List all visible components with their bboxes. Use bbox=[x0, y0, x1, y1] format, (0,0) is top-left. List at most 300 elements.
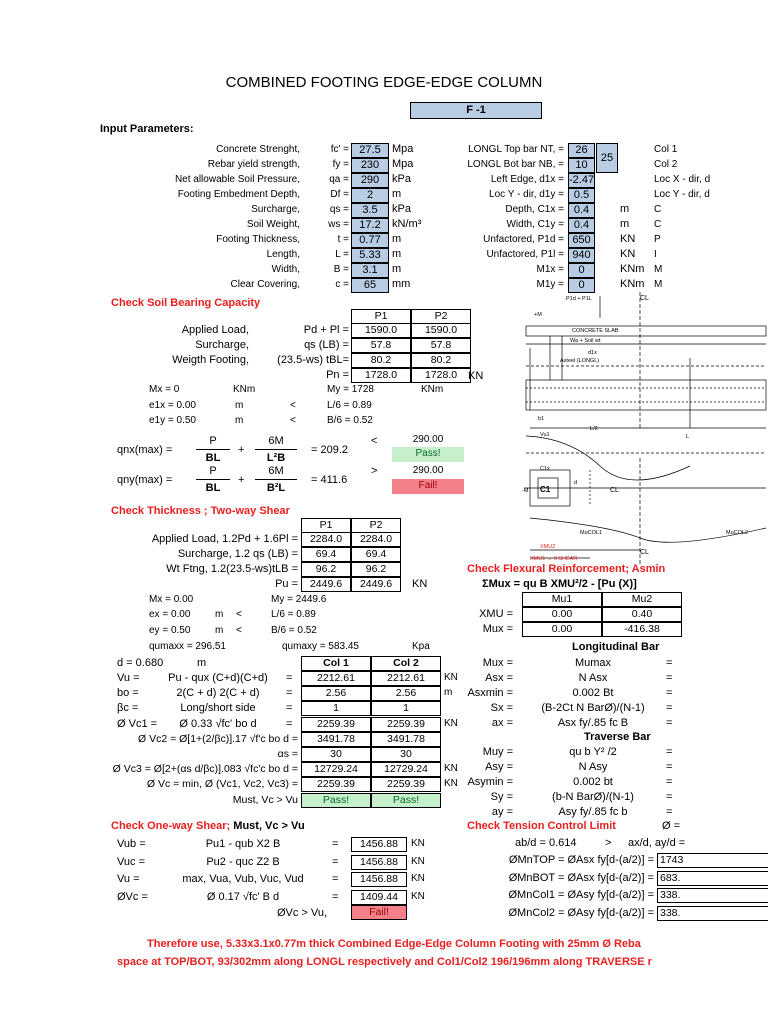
row-label: ØMnCol1 = ØAsy fy[d-(a/2)] = bbox=[508, 889, 654, 901]
row-eq: = bbox=[332, 855, 339, 868]
table-header: P1 bbox=[301, 518, 351, 533]
input-label: Clear Covering, bbox=[230, 279, 300, 290]
input-value[interactable]: 0.4 bbox=[568, 218, 595, 233]
qnx-cmp: < bbox=[371, 435, 378, 447]
qny-d2: B²L bbox=[266, 482, 286, 494]
soil-unit: KN bbox=[468, 370, 484, 382]
row-formula: qu b Y² /2 bbox=[569, 746, 617, 758]
row-expr: Ø 0.33 √fc' bo d bbox=[179, 717, 257, 730]
cell-p2: 69.4 bbox=[351, 547, 401, 562]
row-unit: KN bbox=[411, 873, 425, 884]
cell-p2: 57.8 bbox=[411, 338, 471, 353]
row-expr: 2(C + d) 2(C + d) bbox=[176, 687, 260, 700]
input-label: LONGL Top bar NT, = bbox=[468, 144, 564, 155]
input-unit: KNm bbox=[620, 278, 645, 290]
diagram-label-load: P1d + P1L bbox=[566, 296, 592, 302]
cell-mu2: 0.40 bbox=[602, 607, 682, 622]
row-eq: = bbox=[666, 791, 673, 803]
row-label: ØMnTOP = ØAsx fy[d-(a/2)] = bbox=[508, 854, 654, 866]
row-symbol: Vu = bbox=[117, 672, 140, 684]
my-line-2: My = 2449.6 bbox=[271, 594, 327, 605]
row-formula: (B-2Ct N BarØ)/(N-1) bbox=[541, 702, 645, 714]
cell-p1: 2449.6 bbox=[301, 577, 351, 592]
diagram-label-l2: L/2 bbox=[590, 426, 598, 432]
ey-cmp: < bbox=[236, 625, 242, 636]
row-expr: Pu2 - quc Z2 B bbox=[206, 855, 280, 868]
input-label: Footing Embedment Depth, bbox=[177, 189, 300, 200]
row-formula: N Asy bbox=[578, 761, 608, 773]
input-value[interactable]: 3.5 bbox=[351, 203, 389, 218]
input-symbol: fy = bbox=[332, 159, 349, 170]
input-value[interactable]: 0.5 bbox=[568, 188, 595, 203]
diagram-label-c1: C1 bbox=[540, 485, 551, 494]
mux-line: ΣMux = qu B XMU²/2 - [Pu (X)] bbox=[482, 578, 637, 590]
cell-mu2: -416.38 bbox=[602, 622, 682, 637]
row-label: Weigth Footing, bbox=[172, 354, 249, 366]
diagram-label-mucol1: MuCOL1 bbox=[580, 530, 603, 536]
diagram-label-soil: Wa + Soil wt bbox=[570, 338, 601, 344]
diagram-label-cl-top: CL bbox=[640, 295, 649, 302]
cell-col2: 2212.61 bbox=[371, 671, 441, 686]
input-label: Unfactored, P1l = bbox=[486, 249, 564, 260]
row-expr: max, Vua, Vub, Vuc, Vud bbox=[182, 873, 304, 885]
input-side-label: I bbox=[654, 249, 657, 260]
input-unit: m bbox=[392, 188, 402, 200]
row-symbol: βc = bbox=[117, 702, 139, 715]
bar-diameter[interactable]: 25 bbox=[596, 143, 618, 173]
qumaxy: qumaxy = 583.45 bbox=[282, 641, 359, 652]
row-eq: = bbox=[666, 746, 673, 758]
conclusion-line-1: Therefore use, 5.33x3.1x0.77m thick Combined Edge-Edge Column Footing with 25mm Ø Reba bbox=[147, 938, 641, 950]
e1y-line: e1y = 0.50 bbox=[149, 415, 196, 426]
input-side-label: M bbox=[654, 264, 663, 275]
qnx-plus: + bbox=[238, 444, 245, 456]
ex-cmp: < bbox=[236, 609, 242, 620]
row-label: Asy = bbox=[485, 761, 513, 773]
row-eq: = bbox=[286, 672, 293, 684]
input-label: Rebar yield strength, bbox=[207, 159, 300, 170]
diagram-label-mucol2: MuCOL2 bbox=[726, 530, 749, 536]
row-label: Applied Load, 1.2Pd + 1.6Pl = bbox=[151, 533, 298, 545]
input-unit: kN/m³ bbox=[392, 218, 422, 230]
row-value: 1456.88 bbox=[351, 855, 407, 870]
row-symbol: Pn = bbox=[326, 369, 349, 381]
diagram-label-d1x: d1x bbox=[588, 350, 597, 356]
input-label: Length, bbox=[266, 249, 300, 260]
e1y-cmp: < bbox=[290, 415, 296, 426]
input-symbol: qs = bbox=[329, 204, 349, 215]
table-header: Mu2 bbox=[602, 592, 682, 607]
row-unit: KN bbox=[411, 890, 425, 902]
input-value[interactable]: 3.1 bbox=[351, 263, 389, 278]
cell-col1: 1 bbox=[301, 701, 371, 716]
table-header: Col 2 bbox=[371, 656, 441, 671]
row-formula: N Asx bbox=[578, 672, 608, 684]
input-side-label: C bbox=[654, 204, 662, 215]
input-side-label: P bbox=[654, 234, 661, 245]
input-value[interactable]: 650 bbox=[568, 233, 595, 248]
input-value[interactable]: 27.5 bbox=[351, 143, 389, 158]
input-label: Surcharge, bbox=[251, 204, 300, 215]
input-label: M1x = bbox=[536, 264, 564, 275]
e1x-limit: L/6 = 0.89 bbox=[327, 400, 372, 411]
input-label: LONGL Bot bar NB, = bbox=[467, 159, 564, 170]
input-side-label: Loc Y - dir, d bbox=[654, 189, 710, 200]
row-formula: (b-N BarØ)/(N-1) bbox=[552, 791, 634, 803]
row-label: Wt Ftng, 1.2(23.5-ws)tLB = bbox=[166, 563, 298, 575]
input-unit: KN bbox=[620, 233, 636, 245]
input-value[interactable]: 0.4 bbox=[568, 203, 595, 218]
row-symbol: Vu = bbox=[117, 873, 140, 885]
diagram-label-plus-m: +M bbox=[534, 312, 542, 318]
row-value: 338. bbox=[657, 906, 768, 921]
input-value[interactable]: 5.33 bbox=[351, 248, 389, 263]
diagram-label-vu1: Vu1 bbox=[540, 432, 550, 438]
row-eq: = bbox=[332, 890, 339, 903]
qny-d1: BL bbox=[205, 482, 221, 494]
row-value: 1743 bbox=[657, 853, 768, 868]
cell-col1: 30 bbox=[301, 747, 371, 762]
qny-plus: + bbox=[238, 474, 245, 486]
input-unit: Mpa bbox=[392, 143, 414, 155]
row-label: Muy = bbox=[482, 746, 513, 758]
cell-col2: 30 bbox=[371, 747, 441, 762]
input-label: M1y = bbox=[536, 279, 564, 290]
diagram-label-c1x: C1x bbox=[540, 466, 550, 472]
row-label: XMU = bbox=[479, 608, 513, 620]
row-label: Asymin = bbox=[467, 776, 513, 788]
row-unit: KN bbox=[444, 717, 458, 729]
ex-limit: L/6 = 0.89 bbox=[271, 609, 316, 620]
qny-status: Fail! bbox=[392, 479, 464, 494]
q-unit: Kpa bbox=[412, 641, 430, 652]
input-symbol: fc' = bbox=[330, 144, 349, 155]
row-expr: Ø 0.17 √fc' B d bbox=[206, 890, 280, 903]
diagram-label-cl-mid: CL bbox=[610, 487, 619, 494]
row-label: Sx = bbox=[490, 702, 513, 714]
row-eq: = bbox=[666, 687, 673, 699]
row-symbol: Vub = bbox=[117, 838, 146, 850]
row-eq: = bbox=[286, 687, 293, 700]
row-value: 1456.88 bbox=[351, 837, 407, 852]
row-label: Asxmin = bbox=[467, 687, 513, 699]
cell-col1: 2212.61 bbox=[301, 671, 371, 686]
row-symbol: Ø Vc3 = Ø[2+(αs d/βc)].083 √fc'c bo d = bbox=[112, 763, 298, 776]
oneway-final-label: ØVc > Vu, bbox=[277, 907, 328, 919]
row-unit: KN bbox=[444, 778, 458, 790]
row-eq: = bbox=[332, 838, 339, 850]
row-eq: = bbox=[286, 717, 293, 730]
diagram-label-slab: CONCRETE SLAB bbox=[572, 328, 619, 334]
row-symbol: (23.5-ws) tBL= bbox=[277, 354, 349, 366]
row-symbol: Pd + Pl = bbox=[303, 324, 349, 336]
soil-heading: Check Soil Bearing Capacity bbox=[111, 297, 261, 309]
cell-col2: 12729.24 bbox=[371, 762, 441, 777]
mx-line: Mx = 0 bbox=[149, 384, 180, 395]
diagram-label-l: L bbox=[686, 434, 690, 440]
input-symbol: qa = bbox=[329, 174, 349, 185]
mx-unit: KNm bbox=[233, 384, 256, 395]
footing-id[interactable]: F -1 bbox=[410, 102, 542, 119]
qny-lhs: qny(max) = bbox=[117, 474, 173, 486]
input-label: Width, C1y = bbox=[506, 219, 564, 230]
cell-col2: 2259.39 bbox=[371, 777, 441, 792]
input-label: Net allowable Soil Pressure, bbox=[174, 174, 300, 185]
qny-cmp: > bbox=[371, 465, 378, 477]
row-symbol: αs = bbox=[277, 748, 298, 760]
row-formula: 0.002 bt bbox=[573, 776, 613, 788]
input-header: Input Parameters: bbox=[100, 123, 194, 135]
input-value[interactable]: 2 bbox=[351, 188, 389, 203]
cell-p2: 1728.0 bbox=[411, 368, 471, 383]
input-unit: m bbox=[392, 248, 402, 260]
qnx-n2: 6M bbox=[268, 435, 284, 447]
qny-limit: 290.00 bbox=[412, 465, 444, 476]
cell-col2: 2259.39 bbox=[371, 717, 441, 732]
diagram-label-xmu1: XMU1 → 0 SHEAR bbox=[530, 556, 578, 562]
cell-p1: 96.2 bbox=[301, 562, 351, 577]
input-unit: KN bbox=[620, 248, 636, 260]
qnx-n1: P bbox=[209, 435, 217, 447]
qnx-limit: 290.00 bbox=[412, 434, 444, 445]
input-symbol: L = bbox=[335, 249, 349, 260]
input-unit: kPa bbox=[392, 173, 411, 185]
cell-col2: 1 bbox=[371, 701, 441, 716]
input-value[interactable]: 230 bbox=[351, 158, 389, 173]
input-label: Depth, C1x = bbox=[505, 204, 564, 215]
ey-line: ey = 0.50 bbox=[149, 625, 191, 636]
input-value[interactable]: 17.2 bbox=[351, 218, 389, 233]
cell-p1: 80.2 bbox=[351, 353, 411, 368]
input-label: Unfactored, P1d = bbox=[483, 234, 564, 245]
e1y-limit: B/6 = 0.52 bbox=[327, 415, 373, 426]
ab-cmp: > bbox=[605, 837, 612, 849]
row-eq: = bbox=[286, 702, 293, 715]
ex-unit: m bbox=[215, 609, 224, 620]
cell-mu1: 0.00 bbox=[522, 622, 602, 637]
row-eq: = bbox=[332, 873, 339, 885]
input-label: Soil Weight, bbox=[246, 219, 300, 230]
row-label: Sy = bbox=[490, 791, 513, 803]
cell-p1: 57.8 bbox=[351, 338, 411, 353]
input-unit: m bbox=[620, 203, 630, 215]
row-label: ØMnBOT = ØAsx fy[d-(a/2)] = bbox=[508, 871, 654, 884]
input-value[interactable]: 65 bbox=[351, 278, 389, 293]
row-eq: = bbox=[666, 717, 673, 729]
table-header: P2 bbox=[351, 518, 401, 533]
cell-col2: 3491.78 bbox=[371, 732, 441, 747]
row-label: Surcharge, 1.2 qs (LB) = bbox=[177, 548, 298, 560]
qnx-d2: L²B bbox=[266, 452, 286, 464]
row-formula: Asy fy/.85 fc b bbox=[558, 806, 628, 818]
row-symbol: Must, Vc > Vu bbox=[232, 793, 298, 806]
input-value[interactable]: 290 bbox=[351, 173, 389, 188]
input-side-label: Col 1 bbox=[654, 144, 678, 155]
row-value: 683. bbox=[657, 871, 768, 886]
row-symbol: Vuc = bbox=[117, 855, 146, 868]
input-symbol: c = bbox=[335, 279, 349, 290]
row-value: 1409.44 bbox=[351, 890, 407, 905]
row-label: Pu = bbox=[275, 578, 298, 590]
cell-col1: 2259.39 bbox=[301, 777, 371, 792]
cell-p1: 2284.0 bbox=[301, 532, 351, 547]
input-label: Concrete Strenght, bbox=[216, 144, 300, 155]
input-value[interactable]: 0 bbox=[568, 278, 595, 293]
cell-p2: 1590.0 bbox=[411, 323, 471, 338]
row-unit: KN bbox=[444, 763, 458, 775]
my-line: My = 1728 bbox=[327, 384, 374, 395]
input-unit: m bbox=[620, 218, 630, 230]
d-line: d = 0.680 bbox=[117, 657, 164, 669]
table-header: P2 bbox=[411, 309, 471, 324]
row-symbol: ØVc = bbox=[117, 890, 148, 903]
row-unit: KN bbox=[411, 855, 425, 867]
row-value: 1456.88 bbox=[351, 872, 407, 887]
input-unit: m bbox=[392, 263, 402, 275]
row-unit: m bbox=[444, 687, 453, 699]
oneway-heading-red: Check One-way Shear; bbox=[111, 820, 231, 832]
row-expr: Long/short side bbox=[180, 702, 256, 715]
oneway-heading-rest: Must, Vc > Vu bbox=[230, 820, 305, 832]
input-value[interactable]: 940 bbox=[568, 248, 595, 263]
row-eq: = bbox=[666, 761, 673, 773]
input-side-label: M bbox=[654, 279, 663, 290]
row-symbol: Ø Vc2 = Ø[1+(2/βc)].17 √f'c bo d = bbox=[137, 732, 298, 745]
qnx-result: = 209.2 bbox=[311, 444, 349, 456]
qnx-lhs: qnx(max) = bbox=[117, 444, 173, 456]
table-header: P1 bbox=[351, 309, 411, 324]
input-symbol: t = bbox=[337, 234, 349, 245]
row-label: Surcharge, bbox=[195, 339, 249, 351]
row-formula: Mumax bbox=[574, 657, 612, 669]
ab-d: ab/d = 0.614 bbox=[515, 837, 577, 849]
twoway-heading: Check Thickness ; Two-way Shear bbox=[111, 505, 290, 517]
mx-line-2: Mx = 0.00 bbox=[149, 594, 194, 605]
row-label: Mux = bbox=[482, 623, 513, 635]
ey-limit: B/6 = 0.52 bbox=[271, 625, 317, 636]
input-value[interactable]: 10 bbox=[568, 158, 595, 173]
row-symbol: qs (LB) = bbox=[304, 339, 349, 351]
e1y-unit: m bbox=[235, 415, 244, 426]
ax-d: ax/d, ay/d = bbox=[628, 837, 686, 849]
input-value[interactable]: 0 bbox=[568, 263, 595, 278]
cell-p1: 1728.0 bbox=[351, 368, 411, 383]
cell-p1: 1590.0 bbox=[351, 323, 411, 338]
row-value: 338. bbox=[657, 888, 768, 903]
e1x-line: e1x = 0.00 bbox=[149, 400, 196, 411]
input-value[interactable]: -2.47 bbox=[569, 174, 595, 186]
row-symbol: Ø Vc = min, Ø (Vc1, Vc2, Vc3) = bbox=[146, 778, 298, 791]
input-label: Left Edge, d1x = bbox=[490, 174, 564, 185]
cell-col1: 2.56 bbox=[301, 686, 371, 701]
tension-heading: Check Tension Control Limit bbox=[467, 820, 616, 832]
ex-line: ex = 0.00 bbox=[149, 609, 191, 620]
diagram-label-d: d bbox=[574, 480, 578, 486]
cell-p2: 80.2 bbox=[411, 353, 471, 368]
my-unit: KNm bbox=[421, 384, 444, 395]
input-label: Loc Y - dir, d1y = bbox=[489, 189, 564, 200]
input-symbol: B = bbox=[333, 264, 349, 275]
diagram-label-b1: b1 bbox=[538, 416, 545, 422]
input-label: Width, bbox=[271, 264, 300, 275]
input-unit: KNm bbox=[620, 263, 645, 275]
row-label: ax = bbox=[491, 717, 513, 729]
qumaxx: qumaxx = 296.51 bbox=[149, 641, 226, 652]
cell-col1: 3491.78 bbox=[301, 732, 371, 747]
ey-unit: m bbox=[215, 625, 224, 636]
qny-n1: P bbox=[209, 465, 217, 477]
input-value[interactable]: 0.77 bbox=[351, 233, 389, 248]
row-formula: Asx fy/.85 fc B bbox=[557, 717, 629, 729]
cell-p2: 2284.0 bbox=[351, 532, 401, 547]
oneway-heading bbox=[111, 819, 305, 833]
table-header: Mu1 bbox=[522, 592, 602, 607]
row-eq: = bbox=[666, 776, 673, 788]
flexural-heading: Check Flexural Reinforcement; Asmin bbox=[467, 563, 666, 575]
input-value[interactable]: 26 bbox=[568, 143, 595, 158]
table-header: Col 1 bbox=[301, 656, 371, 671]
input-unit: kPa bbox=[392, 203, 411, 215]
conclusion-line-2: space at TOP/BOT, 93/302mm along LONGL respectively and Col1/Col2 196/196mm along TRAVERSE r bbox=[117, 956, 652, 968]
row-unit: KN bbox=[411, 838, 425, 849]
twoway-unit: KN bbox=[412, 578, 428, 590]
cell-col1: 2259.39 bbox=[301, 717, 371, 732]
footing-diagram bbox=[490, 288, 768, 570]
e1x-unit: m bbox=[235, 400, 244, 411]
cell-p1: 69.4 bbox=[301, 547, 351, 562]
row-eq: = bbox=[666, 806, 673, 818]
cell-p2: 2449.6 bbox=[351, 577, 401, 592]
cell-p2: 96.2 bbox=[351, 562, 401, 577]
oneway-final-status: Fail! bbox=[351, 905, 407, 920]
row-eq: = bbox=[666, 657, 673, 669]
row-unit: KN bbox=[444, 672, 458, 683]
input-side-label: Col 2 bbox=[654, 159, 678, 170]
page-title: COMBINED FOOTING EDGE-EDGE COLUMN bbox=[225, 74, 543, 91]
input-symbol: ws = bbox=[328, 219, 349, 230]
input-symbol: Df = bbox=[330, 189, 349, 200]
row-formula: 0.002 Bt bbox=[572, 687, 614, 699]
cell-col2: 2.56 bbox=[371, 686, 441, 701]
longitudinal-heading: Longitudinal Bar bbox=[572, 641, 660, 653]
d-unit: m bbox=[197, 657, 207, 669]
diagram-label-minus-m: -M bbox=[522, 488, 529, 494]
row-expr: Pu1 - qub X2 B bbox=[205, 838, 281, 850]
qnx-d1: BL bbox=[205, 452, 221, 464]
row-eq: = bbox=[666, 702, 673, 714]
row-label: ay = bbox=[491, 806, 513, 818]
row-eq: = bbox=[666, 672, 673, 684]
row-label: Mux = bbox=[482, 657, 513, 669]
e1x-cmp: < bbox=[290, 400, 296, 411]
row-label: Asx = bbox=[485, 672, 513, 684]
row-label: Applied Load, bbox=[181, 324, 249, 336]
qny-n2: 6M bbox=[268, 465, 284, 477]
row-symbol: Ø Vc1 = bbox=[117, 717, 158, 730]
row-label: ØMnCol2 = ØAsy fy[d-(a/2)] = bbox=[508, 906, 654, 919]
input-unit: mm bbox=[392, 278, 411, 290]
diagram-label-cl-bot: CL bbox=[640, 549, 649, 556]
diagram-label-xmu2: XMU2 bbox=[540, 544, 556, 550]
input-side-label: Loc X - dir, d bbox=[654, 174, 711, 185]
qnx-status: Pass! bbox=[392, 447, 464, 462]
traverse-heading: Traverse Bar bbox=[584, 731, 651, 743]
cell-col2: Pass! bbox=[371, 793, 441, 808]
input-unit: m bbox=[392, 233, 402, 245]
input-label: Footing Thickness, bbox=[216, 234, 300, 245]
input-side-label: C bbox=[654, 219, 662, 230]
qny-result: = 411.6 bbox=[311, 474, 348, 486]
